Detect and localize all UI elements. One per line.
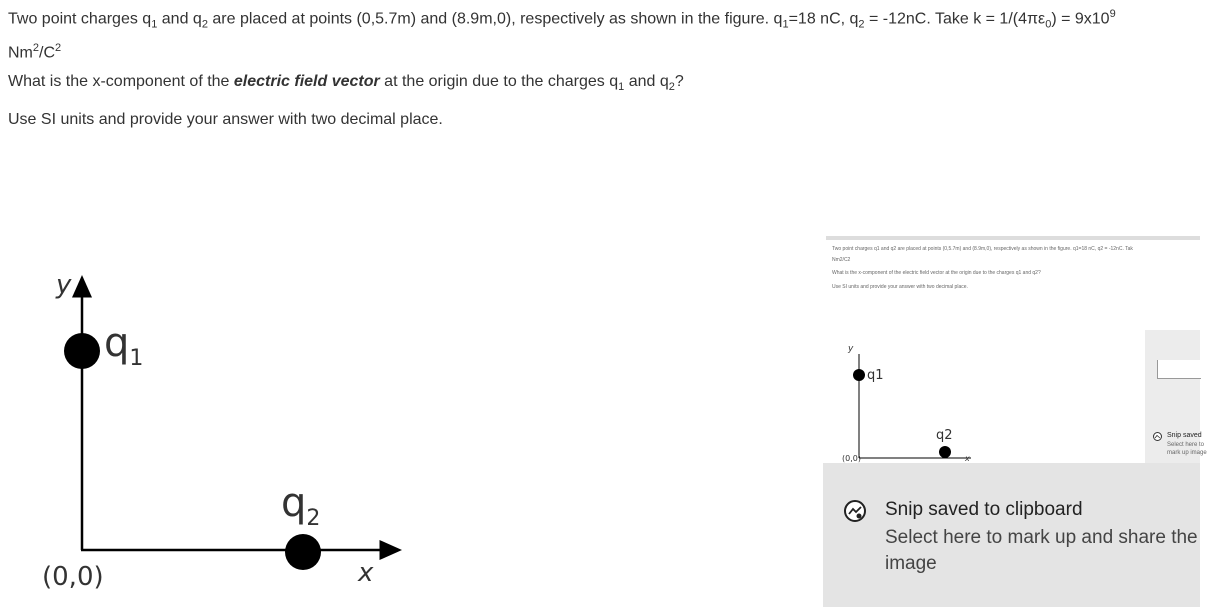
question-line-4: Use SI units and provide your answer with two decimal place. xyxy=(8,111,443,128)
snip-notification[interactable] xyxy=(823,463,1200,607)
snip-thumbnail[interactable]: Two point charges q1 and q2 are placed at points (0,5.7m) and (8.9m,0), respectively as shown in the figure. q1=18 nC, q2 = -12nC. Tak Nm2/C2 What is the x-component of the electric field vector at the origin due to the charges q1 and q2? Use SI units and provide your answer with two decimal place. y q1 q2 (0,0) x xyxy=(826,236,1200,468)
x-axis-label: x xyxy=(358,558,374,588)
y-axis-label: y xyxy=(56,270,72,300)
toast-title: Snip saved to clipboard xyxy=(885,499,1083,520)
mini-snip-icon xyxy=(1153,432,1162,441)
q1-label: $q_1$ xyxy=(104,320,144,371)
origin-label: (0,0) xyxy=(42,562,104,592)
toast-body: Select here to mark up and share the image xyxy=(885,527,1198,574)
mini-snip-notification[interactable]: Snip saved Select here to mark up image xyxy=(1145,415,1200,468)
q2-label: $q_2$ xyxy=(281,480,321,531)
question-line-3: What is the x-component of the electric field vector at the origin due to the charges $q_1$ and $q_2$? xyxy=(8,73,684,94)
question-line-2: $Nm^2/C^2$ xyxy=(8,42,62,62)
thumbnail-figure xyxy=(826,236,1200,468)
snip-sketch-icon xyxy=(843,499,867,523)
charge-q2-dot xyxy=(285,534,321,570)
question-line-1: Two point charges $q_1$ and $q_2$ are placed at points (0,5.7m) and (8.9m,0), respectively as shown in the figure. $q_1=18$ nC, $q_2 = -12nC$. Take $k = 1/(4\pi\varepsilon_0) = 9x10^9$ xyxy=(8,8,1116,31)
charge-q1-dot xyxy=(64,333,100,369)
